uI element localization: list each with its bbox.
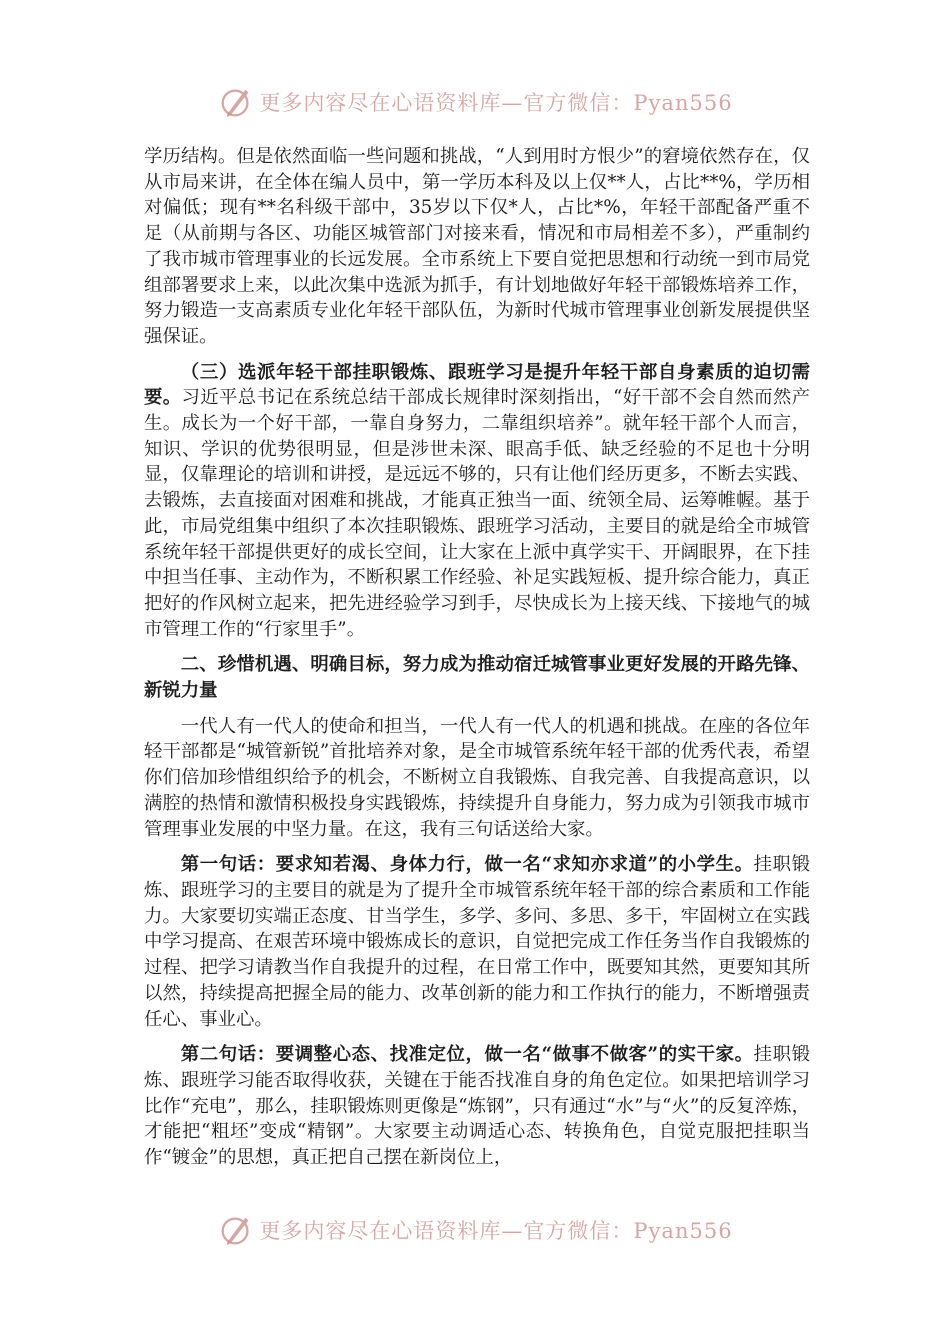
document-body: [144, 144, 810, 1181]
watermark-header: [0, 80, 950, 124]
pen-logo-icon: [217, 1211, 255, 1249]
paragraph: 学历结构。但是依然面临一些问题和挑战，“人到用时方恨少”的窘境依然存在，仅从市局来讲，在全体在编人员中，第一学历本科及以上仅**人，占比**%，学历相对偏低；现有**名科级干部中，35岁以下仅*人，占比*%，年轻干部配备严重不足（从前期与各区、功能区城管部门对接来看，情况和市局相差不多），严重制约了我市城市管理事业的长远发展。全市系统上下要自觉把思想和行动统一到市局党组部署要求上来，以此次集中选派为抓手，有计划地做好年轻干部锻炼培养工作，努力锻造一支高素质专业化年轻干部队伍，为新时代城市管理事业创新发展提供坚强保证。: [144, 146, 810, 347]
paragraph: 第二句话：要调整心态、找准定位，做一名“做事不做客”的实干家。挂职锻炼、跟班学习能否取得收获，关键在于能否找准自身的角色定位。如果把培训学习比作“充电”，那么，挂职锻炼则更像是“炼钢”，只有通过“水”与“火”的反复淬炼，才能把“粗坯”变成“精钢”。大家要主动调适心态、转换角色，自觉克服把挂职当作“镀金”的思想，真正把自己摆在新岗位上，: [144, 1044, 810, 1169]
watermark-footer: [0, 1208, 950, 1252]
section-heading: 二、珍惜机遇、明确目标，努力成为推动宿迁城管事业更好发展的开路先锋、新锐力量: [144, 654, 810, 702]
paragraph-lead: （三）选派年轻干部挂职锻炼、跟班学习是提升年轻干部自身素质的迫切需要。: [144, 361, 810, 409]
pen-logo-icon: [217, 83, 255, 121]
paragraph-lead: 第二句话：要调整心态、找准定位，做一名“做事不做客”的实干家。: [180, 1044, 754, 1066]
paragraph: 一代人有一代人的使命和担当，一代人有一代人的机遇和挑战。在座的各位年轻干部都是“城管新锐”首批培养对象，是全市城管系统年轻干部的优秀代表，希望你们倍加珍惜组织给予的机会，不断树立自我锻炼、自我完善、自我提高意识，以满腔的热情和激情积极投身实践锻炼，持续提升自身能力，努力成为引领我市城市管理事业发展的中坚力量。在这，我有三句话送给大家。: [144, 715, 810, 840]
watermark-text: 更多内容尽在心语资料库—官方微信：Pyan556: [259, 1219, 733, 1243]
watermark-text: 更多内容尽在心语资料库—官方微信：Pyan556: [259, 91, 733, 115]
paragraph-lead: 第一句话：要求知若渴、身体力行，做一名“求知亦求道”的小学生。: [180, 854, 754, 876]
paragraph: （三）选派年轻干部挂职锻炼、跟班学习是提升年轻干部自身素质的迫切需要。习近平总书记在系统总结干部成长规律时深刻指出，“好干部不会自然而然产生。成长为一个好干部，一靠自身努力，二靠组织培养”。就年轻干部个人而言，知识、学识的优势很明显，但是涉世未深、眼高手低、缺乏经验的不足也十分明显，仅靠理论的培训和讲授，是远远不够的，只有让他们经历更多，不断去实践、去锻炼，去直接面对困难和挑战，才能真正独当一面、统领全局、运筹帷幄。基于此，市局党组集中组织了本次挂职锻炼、跟班学习活动，主要目的就是给全市城管系统年轻干部提供更好的成长空间，让大家在上派中真学实干、开阔眼界，在下挂中担当任事、主动作为，不断积累工作经验、补足实践短板、提升综合能力，真正把好的作风树立起来，把先进经验学习到手，尽快成长为上接天线、下接地气的城市管理工作的“行家里手”。: [144, 361, 810, 640]
paragraph: 第一句话：要求知若渴、身体力行，做一名“求知亦求道”的小学生。挂职锻炼、跟班学习的主要目的就是为了提升全市城管系统年轻干部的综合素质和工作能力。大家要切实端正态度、甘当学生，多学、多问、多思、多干，牢固树立在实践中学习提高、在艰苦环境中锻炼成长的意识，自觉把完成工作任务当作自我锻炼的过程、把学习请教当作自我提升的过程，在日常工作中，既要知其然，更要知其所以然，持续提高把握全局的能力、改革创新的能力和工作执行的能力，不断增强责任心、事业心。: [144, 854, 810, 1030]
